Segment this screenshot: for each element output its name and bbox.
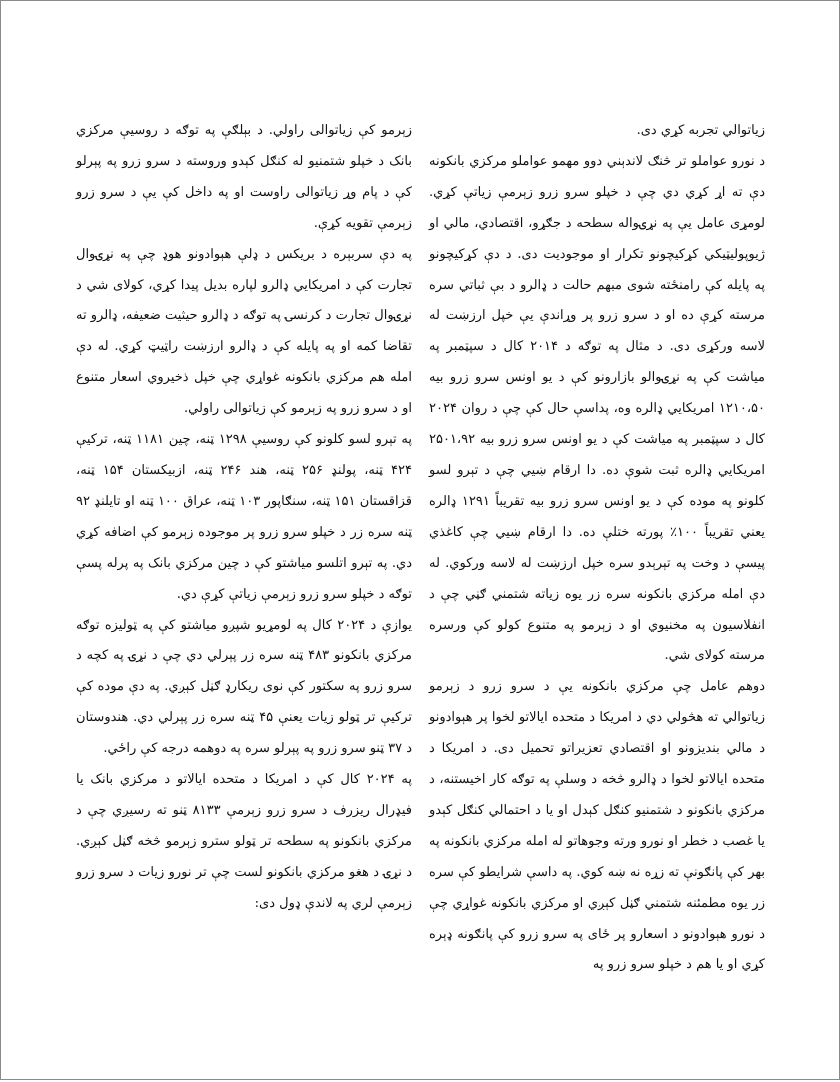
paragraph: په دې سربېره د بريکس د ډلې هېوادونو هوډ چې په نړۍوال تجارت کې د امريکايي ډالرو لپاره بديل پيدا کړي، کولای شي د نړۍوال تجارت د کرنسۍ په توګه د ډالرو حيثيت ضعيفه، ډالرو ته تقاضا کمه او په پايله کې د ډالرو ارزښت راټيټ کړي. له دې امله هم مرکزي بانکونه غواړي چې خپل ذخيروي اسعار متنوع او د سرو زرو په زېرمو کې زياتوالی راولي. (76, 246, 412, 417)
paragraph: په ۲۰۲۴ کال کې د امريکا د متحده ايالاتو د مرکزي بانک يا فيډرال ريزرف د سرو زرو زېرمې ۸۱۳۳ ټنو ته رسيږي چې د مرکزي بانکونو په سطحه تر ټولو سترو زېرمو څخه ګڼل کېږي. د نړۍ د هغو مرکزي بانکونو لست چې تر نورو زيات د سرو زرو زېرمې لري په لاندې ډول دی: (76, 772, 412, 911)
paragraph: زېرمو کې زياتوالی راولي. د بېلګې په توګه د روسيې مرکزي بانک د خپلو شتمنيو له کنګل کېدو وروسته د سرو زرو په پېرلو کې د پام وړ زياتوالی راوست او په داخل کې يې د سرو زرو زېرمې تقويه کړې. (76, 123, 412, 231)
paragraph: يوازې د ۲۰۲۴ کال په لومړيو شپږو مياشتو کې په ټوليزه توګه مرکزي بانکونو ۴۸۳ ټنه سره زر پېرلي دي چې د نړۍ په کچه د سرو زرو په سکتور کې نوی ريکارډ ګڼل کېږي. په دې موده کې ترکيې تر ټولو زيات يعنې ۴۵ ټنه سره زر پېرلي دي. هندوستان د ۳۷ ټنو سرو زرو په پېرلو سره په دوهمه درجه کې راځي. (76, 617, 412, 757)
paragraph: دوهم عامل چې مرکزي بانکونه يې د سرو زرو د زېرمو زياتوالي ته هڅولي دي د امريکا د متحده ايالاتو لخوا پر هېوادونو د مالي بنديزونو او اقتصادي تعزيراتو تحميل دی. د امريکا د متحده ايالاتو لخوا د ډالرو څخه د وسلې په توګه کار اخيستنه، د مرکزي بانکونو د شتمنيو کنګل کېدل او يا د احتمالي کنګل کېدو يا غصب د خطر او نورو ورته وجوهاتو له امله مرکزي بانکونه په بهر کې پانګونې ته زړه نه ښه کوي. په داسې شرايطو کې سره زر يوه مطمئنه شتمني ګڼل کېږي او مرکزي بانکونه غواړي چې د نورو هېوادونو د اسعارو پر ځای په سرو زرو کې پانګونه ډېره کړي او يا هم د خپلو سرو زرو په (429, 679, 765, 973)
text-column-left (76, 116, 412, 920)
paragraph: زياتوالي تجربه کړي دی. (636, 123, 765, 138)
paragraph: په تېرو لسو کلونو کې روسيې ۱۲۹۸ ټنه، چين ۱۱۸۱ ټنه، ترکيې ۴۲۴ ټنه، پولنډ ۲۵۶ ټنه، هند ۲۴۶ ټنه، ازبيکستان ۱۵۴ ټنه، قزاقستان ۱۵۱ ټنه، سنګاپور ۱۰۳ ټنه، عراق ۱۰۰ ټنه او تايلنډ ۹۲ ټنه سره زر د خپلو سرو زرو پر موجوده زېرمو کې اضافه کړي دي. په تېرو اتلسو مياشتو کې د چين مرکزي بانک په پرله پسې توګه د خپلو سرو زرو زېرمې زياتې کړې دي. (76, 432, 413, 602)
paragraph: د نورو عواملو تر څنګ لاندېني دوو مهمو عواملو مرکزي بانکونه دې ته اړ کړي دي چې د خپلو سرو زرو زېرمې زياتې کړي. لومړی عامل يې په نړۍواله سطحه د جګړو، اقتصادي، مالي او ژيوپوليټيکي کړکيچونو تکرار او موجوديت دی. د دې کړکيچونو په پايله کې رامنځته شوی مبهم حالت د ډالرو د بې ثباتي سره مرسته کړې ده او د سرو زرو پر وړاندې يې خپل ارزښت له لاسه ورکړی دی. د مثال په توګه د ۲۰۱۴ کال د سپټمبر په مياشت کې په نړۍوالو بازارونو کې د يو اونس سرو زرو بيه ۱۲۱۰،۵۰ امريکايي ډالره وه، پداسې حال کې چې د روان ۲۰۲۴ کال د سپټمبر په مياشت کې د يو اونس سرو زرو بيه ۲۵۰۱،۹۲ امريکايي ډالره ثبت شوې ده. دا ارقام ښيي چې د تېرو لسو کلونو په موده کې د يو اونس سرو زرو بيه تقريباً ۱۲۹۱ ډالره يعني تقريباً ۱۰۰٪ پورته ختلې ده. دا ارقام ښيي چې کاغذي پيسې د وخت په تېرېدو سره خپل ارزښت له لاسه ورکوي. له دې امله مرکزي بانکونه سره زر يوه زياته شتمني ګڼي چې د انفلاسيون په مخنيوي او د زېرمو په متنوع کولو کې ورسره مرسته کولای شي. (429, 153, 765, 664)
text-column-right (429, 116, 765, 981)
